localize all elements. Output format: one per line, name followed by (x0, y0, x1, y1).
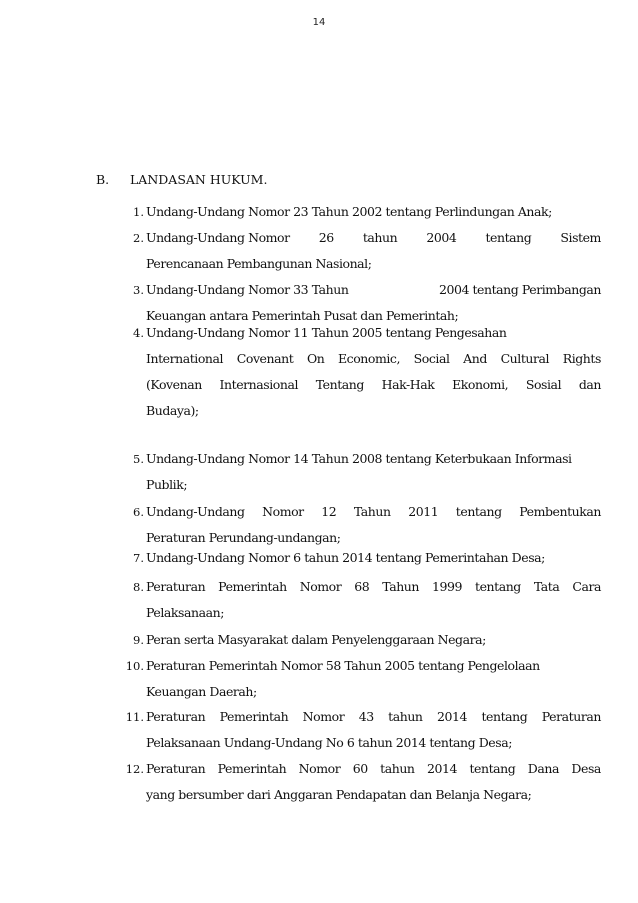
list-item-text: 2004 (426, 230, 457, 245)
list-item-number: 2. (133, 231, 144, 245)
list-item-text: Keuangan antara Pemerintah Pusat dan Pemerintah; (146, 308, 459, 323)
list-item (133, 225, 601, 277)
list-item-text: 68 (354, 579, 370, 594)
list-item-text: Pelaksanaan; (146, 605, 224, 620)
list-item (133, 199, 601, 225)
list-item-line (146, 679, 601, 705)
list-item-text: Pemerintah (218, 579, 287, 594)
list-item (133, 320, 601, 424)
list-item-line (146, 372, 601, 398)
list-item-number: 11. (125, 710, 144, 724)
list-item-text: tentang (469, 761, 516, 776)
list-item-text: 1999 (432, 579, 463, 594)
list-item-text: 2014 (427, 761, 458, 776)
list-item (125, 653, 601, 705)
page-number: 14 (312, 17, 326, 28)
list-item-text: Budaya); (146, 403, 199, 418)
list-item-text: Nomor (262, 504, 304, 519)
list-item-number: 7. (133, 551, 144, 565)
list-item-text: Internasional (219, 377, 299, 392)
list-item-text: Tahun (382, 579, 420, 594)
list-item-line (146, 782, 601, 808)
list-item-text: Undang-Undang Nomor 14 Tahun 2008 tentang Keterbukaan Informasi (146, 451, 572, 466)
list-item-text: Cara (572, 579, 601, 594)
list-item-number: 12. (125, 762, 144, 776)
list-item-text: Pemerintah (219, 709, 289, 724)
list-item-text: yang bersumber dari Anggaran Pendapatan dan Belanja Negara; (146, 787, 532, 802)
list-item-text: Cultural (500, 351, 550, 366)
list-item-text: tahun (362, 230, 398, 245)
list-item-text: 2011 (408, 504, 439, 519)
list-item-line (146, 251, 601, 277)
list-item (133, 545, 601, 571)
list-item-text: Peraturan (146, 709, 206, 724)
list-item-line (146, 320, 601, 346)
list-item-text: Undang-Undang Nomor 6 tahun 2014 tentang Pemerintahan Desa; (146, 550, 545, 565)
list-item-line (146, 346, 601, 372)
list-item-text: 26 (318, 230, 334, 245)
section-heading (96, 172, 267, 187)
list-item-text: Undang-Undang Nomor 33 Tahun (146, 282, 349, 297)
list-item-number: 5. (133, 452, 144, 466)
list-item-text: 60 (352, 761, 368, 776)
list-item-text: Peran serta Masyarakat dalam Penyelenggaraan Negara; (146, 632, 486, 647)
list-item-text: 2014 (437, 709, 468, 724)
list-item (133, 499, 601, 551)
list-item-text: Undang-Undang Nomor 11 Tahun 2005 tentang Pengesahan (146, 325, 507, 340)
list-item (125, 704, 601, 756)
list-item-text: On (306, 351, 325, 366)
list-item-text: Peraturan (146, 761, 206, 776)
list-item-line (146, 199, 601, 225)
list-item-line (146, 277, 601, 303)
list-item-line (146, 472, 601, 498)
list-item-line (146, 627, 601, 653)
list-item-line (146, 446, 601, 472)
list-item-text: Peraturan Perundang-undangan; (146, 530, 341, 545)
list-item-text: Undang-Undang Nomor (146, 230, 290, 245)
list-item-text: Perencanaan Pembangunan Nasional; (146, 256, 372, 271)
list-item-text: Tata (533, 579, 560, 594)
list-item-text: (Kovenan (146, 377, 202, 392)
list-item (133, 627, 601, 653)
list-item-number: 9. (133, 633, 144, 647)
list-item-text: Keuangan Daerah; (146, 684, 257, 699)
list-item-line (146, 600, 601, 626)
list-item-text: Nomor (298, 761, 341, 776)
list-item-text: tentang (475, 579, 521, 594)
list-item-line (146, 225, 601, 251)
list-item-text: Pelaksanaan Undang-Undang No 6 tahun 2014 tentang Desa; (146, 735, 512, 750)
list-item-line (146, 730, 601, 756)
list-item-text: Dana (527, 761, 559, 776)
list-item-number: 6. (133, 505, 144, 519)
list-item-text: And (463, 351, 487, 366)
list-item-text: Ekonomi, (452, 377, 509, 392)
list-item-text: Sosial (525, 377, 562, 392)
list-item-line (146, 653, 601, 679)
list-item-text: International (146, 351, 224, 366)
list-item-text: 43 (358, 709, 374, 724)
list-item-line (146, 574, 601, 600)
list-item-text: Nomor (302, 709, 345, 724)
list-item-text: Social (413, 351, 450, 366)
list-item-line (146, 756, 601, 782)
list-item-number: 10. (125, 659, 144, 673)
section-title: LANDASAN HUKUM. (130, 172, 268, 187)
list-item-number: 4. (133, 326, 144, 340)
list-item-text: Undang-Undang (146, 504, 245, 519)
list-item-text: tentang (485, 230, 532, 245)
list-item-text: Pemerintah (217, 761, 287, 776)
list-item-text: Sistem (560, 230, 601, 245)
list-item-number: 1. (133, 205, 144, 219)
list-item-text: Nomor (299, 579, 342, 594)
list-item-text: Peraturan (146, 579, 206, 594)
list-item-text: Undang-Undang Nomor 23 Tahun 2002 tentang Perlindungan Anak; (146, 204, 552, 219)
list-item-text: Tahun (353, 504, 391, 519)
list-item (125, 756, 601, 808)
list-item (133, 446, 601, 498)
list-item-line (146, 499, 601, 525)
list-item-text: Rights (562, 351, 601, 366)
list-item-number: 8. (133, 580, 144, 594)
list-item-line (146, 704, 601, 730)
list-item-text: Publik; (146, 477, 188, 492)
list-item-text: Desa (571, 761, 601, 776)
list-item-text: tahun (380, 761, 415, 776)
list-item-text: Hak-Hak (381, 377, 435, 392)
list-item-text: Peraturan (541, 709, 601, 724)
list-item-text: Peraturan Pemerintah Nomor 58 Tahun 2005 tentang Pengelolaan (146, 658, 540, 673)
list-item-text: Pembentukan (519, 504, 601, 519)
list-item-text: 2004 tentang Perimbangan (438, 282, 601, 297)
list-item-text: dan (578, 377, 601, 392)
list-item-text: Covenant (236, 351, 294, 366)
list-item (133, 574, 601, 626)
list-item-text: 12 (321, 504, 337, 519)
list-item-text: Tentang (315, 377, 364, 392)
list-item-line (146, 545, 601, 571)
list-item-text: Economic, (338, 351, 401, 366)
list-item-line (146, 398, 601, 424)
list-item-number: 3. (133, 283, 144, 297)
list-item-text: tentang (455, 504, 502, 519)
list-item-text: tentang (481, 709, 528, 724)
section-letter: B. (96, 172, 110, 187)
list-item-text: tahun (388, 709, 423, 724)
